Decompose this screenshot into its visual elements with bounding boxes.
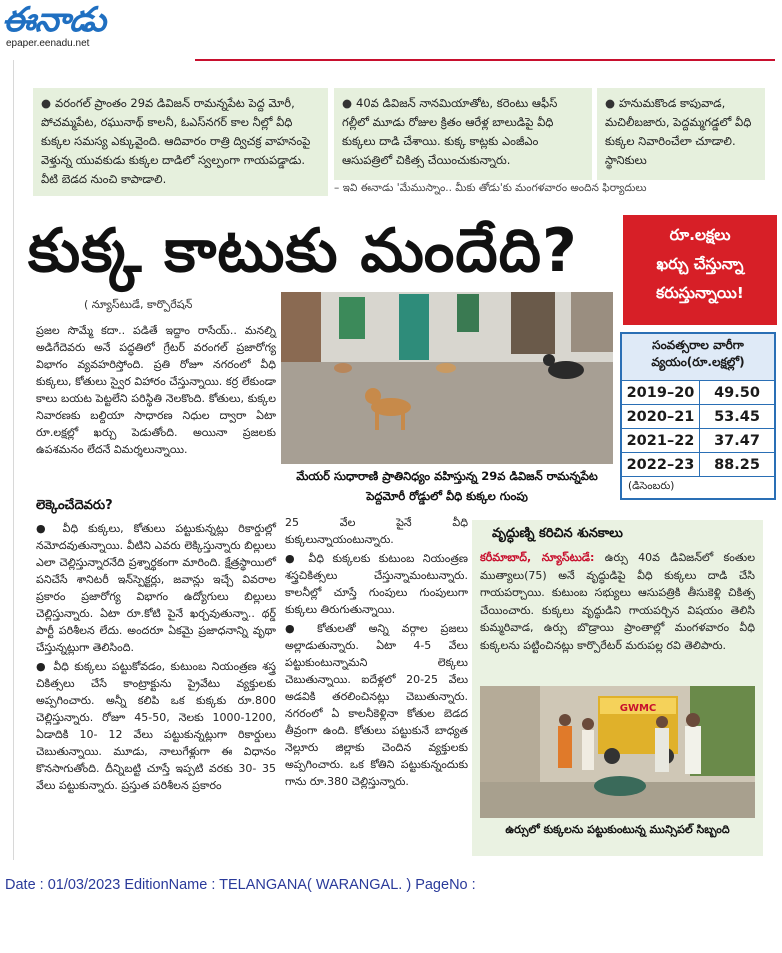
complaint-text: 40వ డివిజన్ నానమియాతోట, కరెంటు ఆఫీస్ గల్లీలో మూడు రోజుల క్రితం ఆరేళ్ల బాలుడిపై వీధి కుక్కలు దాడి చేశాయి. కుక్క కాట్లకు ఎంజీఎం ఆసుపత్రిలో చికిత్స చేయించుకున్నారు. [342,96,558,167]
table-row [622,380,774,404]
paragraph: 25 వేల పైనే వీధి కుక్కలున్నాయంటున్నారు. [285,516,468,546]
bullet-icon: ● [36,522,63,535]
intro-paragraph: ప్రజల సొమ్మే కదా.. పడితే ఇద్దాం రాసేయ్.. మనల్ని అడిగేదెవరు అనే పద్ధతిలో గ్రేటర్ వరంగల్ ప్రజారోగ్య విభాగం వ్యవహరిస్తోంది. ప్రతి రోజూ నగరంలో వీధి కుక్కలు, కోతులు స్వైర విహారం చేస్తున్నాయి. కర్ర లేకుండా కాలు బయట పెట్టలేని పరిస్థితి నెలకొంది. కోతులు, కుక్కల నివారణకు బల్దియా సాధారణ నిధుల ద్వారా ఏటా రూ.లక్షల్లో ఖర్చు పెడుతోంది. అయినా ప్రజలకు ఉపశమనం లేదనే విమర్శలున్నాయి. [36,324,276,456]
paragraph: వీధి కుక్కలు పట్టుకోవడం, కుటుంబ నియంత్రణ శస్త్ర చికిత్సలు చేసే కాంట్రాక్టును ప్రైవేటు వ్యక్తులకు అప్పగించారు. అన్నీ కలిపి ఒక కుక్కకు రూ.800 చెల్లిస్తున్నారు. రోజూ 45-50, నెలకు 1000-1200, ఏడాదికి 10- 12 వేలు పట్టుకున్నట్లుగా రికార్డులు చెబుతున్నాయి. మూడు, నాలుగేళ్లుగా ఈ విధానం కొనసాగుతోంది. దీన్నిబట్టి చూస్తే ఇప్పటి వరకు 30- 35 వేలు పట్టుకున్నారు. ప్రస్తుత పరిశీలన ప్రకారం [36,660,276,792]
year-cell: 2021–22 [622,429,700,453]
expense-table [620,332,776,500]
value-cell: 37.47 [714,432,760,449]
column-1 [36,520,276,794]
bullet-icon: ● [285,552,309,565]
complaint-text: వరంగల్ ప్రాంతం 29వ డివిజన్ రామన్నపేట పెద్ద మోరీ, పోచమ్మపేట, రఘునాథ్ కాలనీ, ఓఎస్‌నగర్ కాల నీల్లో వీధి కుక్కల సమస్య ఎక్కువైంది. ఆదివారం రాత్రి ద్విచక్ర వాహనంపై వెళ్తున్న యువకుడు కుక్కల దాడిలో స్వల్పంగా గాయపడ్డాడు. వీటి బెడద నుంచి కాపాడాలి. [41,96,311,186]
sidebar-body [480,549,755,654]
year-cell: 2019–20 [622,381,700,405]
dog-catching-photo [480,686,755,818]
table-header: సంవత్సరాల వారీగా వ్యయం(రూ.లక్షల్లో) [622,334,774,380]
value-cell: 53.45 [714,408,760,425]
sidebar-heading: వృద్ధుణ్ని కరిచిన శునకాలు [492,526,623,541]
table-row [622,452,774,476]
dateline: కరీమాబాద్, న్యూస్‌టుడే: [480,551,595,564]
table-row [622,428,774,452]
headline: కుక్క కాటుకు మందేది? [28,216,578,286]
complaint-box-1 [33,88,328,196]
paragraph: వీధి కుక్కలకు కుటుంబ నియంత్రణ శస్త్రచికిత్సలు చేస్తున్నామంటున్నారు. కాలనీల్లో చూస్తే గుంపులు గుంపులుగా కుక్కలు తిరుగుతున్నాయి. [285,552,468,616]
table-note: (డిసెంబరు) [622,476,774,495]
value-cell: 49.50 [714,384,760,401]
callout-line: కరుస్తున్నాయి! [656,284,744,302]
dog-catching-illustration [480,686,755,818]
red-callout [623,215,777,325]
complaint-box-2 [334,88,592,180]
byline: ( న్యూస్‌టుడే, కార్పొరేషన్ [84,298,193,311]
sidebar-story [472,520,763,856]
truck-label: GWMC [619,703,657,714]
masthead-url: epaper.eenadu.net [6,38,90,49]
complaint-text: హనుమకొండ కాపువాడ, మచిలీబజారు, పెద్దమ్మగడ్డలో వీధి కుక్కల నివారించేలా చూడాలి. స్థానికులు [605,96,752,167]
table-row [622,404,774,428]
bullet-icon: ● [36,660,54,673]
bullet-icon: ● [342,96,353,110]
bullet-icon: ● [41,96,52,110]
paragraph: వీధి కుక్కలు, కోతులు పట్టుకున్నట్లు రికార్డుల్లో నమోదవుతున్నాయి. వీటిని ఎవరు లెక్కిస్తున్నారు బిల్లులు ఎలా చెల్లిస్తున్నారనేది ప్రశ్నార్థకంగా మారింది. క్షేత్రస్థాయిలో పనిచేసే శానిటరీ ఇన్‌స్పెక్టర్లు, జవాన్లు ఇచ్చే వివరాల ప్రకారం ప్రజారోగ్య విభాగం ఉద్యోగులు బిల్లులు చెల్లిస్తున్నారు. ఏటా రూ.కోటి పైనే ఖర్చవుతున్నా.. థర్డ్ పార్టీ పరిశీలన లేదు. అందరూ ఏకమై ప్రజాధనాన్ని వృథా చేస్తున్నట్లుగా తెలిసింది. [36,522,277,654]
subheading: లెక్కెంచేదెవరు? [36,498,113,513]
year-cell: 2020–21 [622,405,700,429]
left-margin-rule [13,60,14,860]
header-rule [195,59,775,61]
sidebar-text: ఉర్సు 40వ డివిజన్‌లో కంతుల ముత్యాలు(75) అనే వృద్ధుడిపై వీధి కుక్కలు దాడి చేసి గాయపర్చాయి. కుటుంబ సభ్యులు ఆసుపత్రికి తీసుకెళ్లి చికిత్స చేయించారు. కుక్కలు వృద్ధుడిని గాయపర్చిన విషయం తెలిసి కుమ్మరివాడ, ఉర్సు బొడ్రాయి ప్రాంతాల్లో మంగళవారం వీధి కుక్కలను పట్టించినట్లు కార్పొరేటర్ మరుపల్ల రవి తెలిపారు. [480,551,755,652]
photo-caption: మేయర్ సుధారాణి ప్రాతినిధ్యం వహిస్తున్న 29వ డివిజన్ రామన్నపేట పెద్దమోరీ రోడ్డులో వీధి కుక్కల గుంపు [296,469,598,503]
bullet-icon: ● [285,622,318,635]
callout-line: రూ.లక్షలు [669,226,731,244]
year-cell: 2022–23 [622,453,700,477]
masthead-logo [2,2,142,54]
page-footer: Date : 01/03/2023 EditionName : TELANGANA( WARANGAL. ) PageNo : [5,877,476,893]
street-dogs-illustration [281,292,613,464]
bullet-icon: ● [605,96,616,110]
complaints-footer: – ఇవి ఈనాడు 'మేముస్నాం.. మీకు తోడు'కు మంగళవారం అందిన ఫిర్యాదులు [334,182,647,194]
paragraph: కోతులతో అన్ని వర్గాల ప్రజలు అల్లాడుతున్నారు. ఏటా 4-5 వేలు పట్టుకుంటున్నామని లెక్కలు చెబుతున్నాయి. ఐదేళ్లలో 20-25 వేలు అడవికి తరలించినట్లు చెబుతున్నారు. నగరంలో ఏ కాలనీకెళ్లినా కోతుల బెడద తీవ్రంగా ఉంది. కోతులు పట్టుకునే బాధ్యత నెల్లూరు జిల్లాకు చెందిన వ్యక్తులకు అప్పగించారు. ఒక కోతిని పట్టుకున్నందుకు గాను రూ.380 చెల్లిస్తున్నారు. [285,622,468,788]
sidebar-photo-caption: ఉర్సులో కుక్కలను పట్టుకుంటున్న మున్సిపల్ సిబ్బంది [505,823,730,836]
complaint-box-3 [597,88,765,180]
value-cell: 88.25 [714,456,760,473]
column-2 [285,514,468,790]
callout-line: ఖర్చు చేస్తున్నా [656,255,744,273]
eenadu-logo: ఈనాడు [2,0,106,40]
street-dogs-photo [281,292,613,464]
